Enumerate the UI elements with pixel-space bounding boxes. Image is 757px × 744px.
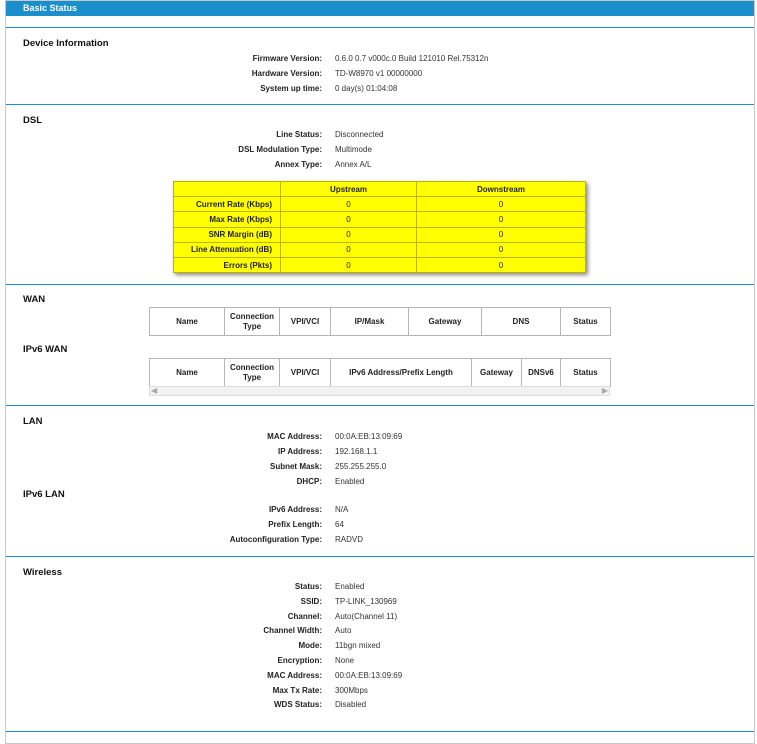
info-row [0, 641, 757, 653]
page-title: Basic Status [23, 3, 78, 13]
info-row [0, 535, 757, 547]
info-label: DHCP: [296, 477, 322, 486]
downstream-value: 0 [417, 242, 586, 257]
ipv6-wan-heading: IPv6 WAN [23, 344, 68, 355]
info-value: 255.255.255.0 [335, 462, 387, 471]
info-label: Channel: [287, 611, 322, 621]
upstream-value: 0 [281, 197, 417, 212]
lan-heading: LAN [23, 416, 43, 427]
info-value: Enabled [335, 582, 365, 591]
wan-col-vpivci: VPI/VCI [280, 308, 331, 336]
upstream-value: 0 [281, 227, 417, 242]
info-row [0, 626, 757, 638]
info-label: Channel Width: [263, 626, 322, 636]
info-value: Auto(Channel 11) [335, 611, 398, 621]
info-row [0, 597, 757, 609]
info-row [0, 582, 757, 594]
info-value: 0 day(s) 01:04:08 [335, 84, 398, 93]
title-bar [6, 1, 754, 16]
wan-col-status: Status [561, 308, 611, 336]
wan-heading: WAN [23, 294, 46, 305]
info-label: IP Address: [277, 447, 322, 456]
info-value: 192.168.1.1 [335, 447, 378, 456]
info-value: 00:0A:EB:13:09:69 [335, 432, 403, 441]
dsl-table-row [174, 257, 586, 272]
info-label: System up time: [260, 84, 322, 93]
info-label: Status: [294, 582, 322, 591]
info-label: MAC Address: [267, 432, 322, 441]
upstream-value: 0 [281, 257, 417, 272]
dsl-table-row [174, 242, 586, 257]
info-value: None [335, 656, 355, 665]
dsl-table-row [174, 197, 586, 212]
ipv6-lan-heading: IPv6 LAN [23, 489, 65, 500]
ipv6wan-col-gateway: Gateway [472, 359, 522, 387]
info-value: Disconnected [335, 130, 384, 139]
info-row [0, 462, 757, 474]
ipv6wan-col-dnsv6: DNSv6 [522, 359, 561, 387]
dsl-table-corner [174, 182, 281, 197]
info-value: TD-W8970 v1 00000000 [335, 69, 423, 78]
divider [6, 405, 754, 406]
wan-col-connection-type: Connection Type [225, 308, 280, 336]
dsl-table-row [174, 227, 586, 242]
info-value: 64 [335, 520, 344, 529]
info-value: Annex A/L [335, 160, 372, 169]
upstream-value: 0 [281, 242, 417, 257]
dsl-row-label: Line Attenuation (dB) [174, 242, 281, 257]
downstream-value: 0 [417, 212, 586, 227]
upstream-value: 0 [281, 212, 417, 227]
info-value: 00:0A:EB:13:09:69 [335, 670, 403, 680]
wan-col-gateway: Gateway [409, 308, 482, 336]
ipv6wan-col-connection-type: Connection Type [225, 359, 280, 387]
divider [6, 284, 754, 285]
info-label: Encryption: [277, 656, 322, 665]
info-row [0, 432, 757, 444]
info-label: IPv6 Address: [268, 505, 322, 514]
wan-col-dns: DNS [482, 308, 561, 336]
info-label: WDS Status: [274, 700, 322, 710]
info-value: 300Mbps [335, 685, 368, 695]
info-value: Enabled [335, 477, 365, 486]
downstream-value: 0 [417, 257, 586, 272]
info-row [0, 84, 757, 96]
divider [6, 27, 754, 28]
info-row [0, 656, 757, 668]
dsl-heading: DSL [23, 115, 42, 126]
info-label: Annex Type: [274, 160, 322, 169]
device-info-heading: Device Information [23, 38, 109, 49]
ipv6wan-col-status: Status [561, 359, 611, 387]
downstream-header: Downstream [417, 182, 586, 197]
downstream-value: 0 [417, 227, 586, 242]
info-value: Auto [335, 626, 352, 636]
info-row [0, 160, 757, 172]
info-label: DSL Modulation Type: [238, 145, 322, 154]
info-label: Max Tx Rate: [272, 685, 322, 695]
wan-col-name: Name [150, 308, 225, 336]
info-row [0, 69, 757, 81]
divider [6, 731, 754, 732]
info-label: Mode: [298, 641, 322, 651]
wireless-heading: Wireless [23, 567, 62, 578]
info-row [0, 520, 757, 532]
info-row [0, 671, 757, 683]
info-label: Subnet Mask: [269, 462, 322, 471]
info-value: N/A [335, 505, 349, 514]
info-row [0, 477, 757, 489]
info-row [0, 505, 757, 517]
info-label: Line Status: [276, 130, 322, 139]
horizontal-scrollbar[interactable] [149, 386, 610, 396]
ipv6wan-col-address: IPv6 Address/Prefix Length [331, 359, 472, 387]
info-label: Firmware Version: [252, 54, 322, 63]
divider [6, 104, 754, 105]
dsl-stats-table [173, 181, 586, 273]
info-label: Prefix Length: [268, 520, 322, 529]
info-row [0, 686, 757, 698]
info-label: MAC Address: [267, 670, 322, 680]
info-value: 0.6.0 0.7 v000c.0 Build 121010 Rel.75312n [335, 54, 489, 63]
info-value: 11bgn mixed [335, 641, 381, 651]
dsl-row-label: Max Rate (Kbps) [174, 212, 281, 227]
dsl-row-label: Current Rate (Kbps) [174, 197, 281, 212]
info-value: Multimode [335, 145, 372, 154]
info-label: SSID: [300, 596, 322, 606]
dsl-row-label: Errors (Pkts) [174, 257, 281, 272]
info-row [0, 130, 757, 142]
info-value: TP-LINK_130969 [335, 596, 397, 606]
info-row [0, 54, 757, 66]
info-row [0, 612, 757, 624]
upstream-header: Upstream [281, 182, 417, 197]
ipv6wan-col-vpivci: VPI/VCI [280, 359, 331, 387]
info-label: Hardware Version: [251, 69, 322, 78]
dsl-row-label: SNR Margin (dB) [174, 227, 281, 242]
wan-table [149, 307, 611, 336]
downstream-value: 0 [417, 197, 586, 212]
wan-col-ipmask: IP/Mask [331, 308, 409, 336]
scroll-left-icon[interactable]: ◀ [151, 386, 158, 395]
info-row [0, 145, 757, 157]
ipv6wan-col-name: Name [150, 359, 225, 387]
info-value: RADVD [335, 535, 364, 544]
info-label: Autoconfiguration Type: [229, 535, 322, 544]
divider [6, 556, 754, 557]
info-row [0, 700, 757, 712]
info-value: Disabled [335, 700, 367, 710]
dsl-table-row [174, 212, 586, 227]
info-row [0, 447, 757, 459]
scroll-right-icon[interactable]: ▶ [601, 386, 608, 395]
ipv6-wan-table [149, 358, 611, 387]
